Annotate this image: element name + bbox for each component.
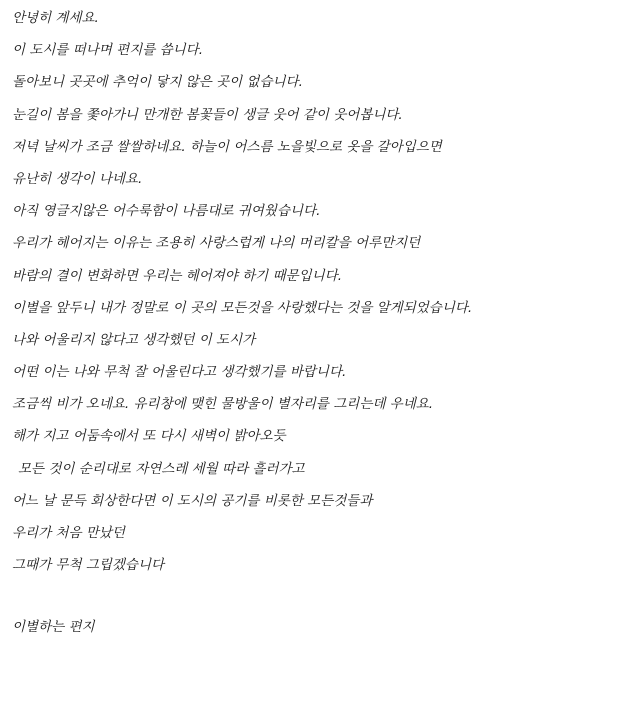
- letter-line: 저녁 날씨가 조금 쌀쌀하네요. 하늘이 어스름 노을빛으로 옷을 갈아입으면: [12, 138, 442, 155]
- letter-line: 어떤 이는 나와 무척 잘 어울린다고 생각했기를 바랍니다.: [12, 364, 347, 381]
- letter-line: 눈길이 봄을 쫓아가니 만개한 봄꽃들이 생글 웃어 같이 웃어봅니다.: [12, 106, 403, 123]
- letter-line: 이 도시를 떠나며 편지를 씁니다.: [12, 42, 203, 59]
- letter-line: 나와 어울리지 않다고 생각했던 이 도시가: [12, 331, 256, 348]
- letter-line: 해가 지고 어둠속에서 또 다시 새벽이 밝아오듯: [12, 428, 286, 445]
- letter-line: 바람의 결이 변화하면 우리는 헤어져야 하기 때문입니다.: [12, 267, 342, 284]
- letter-line: 돌아보니 곳곳에 추억이 닿지 않은 곳이 없습니다.: [12, 74, 303, 91]
- letter-line: 아직 영글지않은 어수룩함이 나름대로 귀여웠습니다.: [12, 203, 321, 220]
- letter-line: 모든 것이 순리대로 자연스레 세월 따라 흘러가고: [18, 460, 305, 477]
- letter-line: 우리가 처음 만났던: [12, 525, 125, 541]
- letter-body: [12, 2, 637, 643]
- letter-line: 유난히 생각이 나네요.: [12, 170, 143, 187]
- letter-line: 조금씩 비가 오네요. 유리창에 맺힌 물방울이 별자리를 그리는데 우네요.: [12, 396, 434, 413]
- blank-line: [12, 581, 637, 611]
- letter-line: 이별을 앞두니 내가 정말로 이 곳의 모든것을 사랑했다는 것을 알게되었습니다.: [12, 299, 473, 316]
- letter-line: 우리가 헤어지는 이유는 조용히 사랑스럽게 나의 머리칼을 어루만지던: [12, 235, 421, 252]
- letter-line: 그때가 무척 그립겠습니다: [12, 557, 165, 574]
- letter-line: 어느 날 문득 회상한다면 이 도시의 공기를 비롯한 모든것들과: [12, 492, 373, 509]
- letter-line: 안녕히 계세요.: [12, 10, 99, 26]
- letter-title: 이별하는 편지: [12, 619, 95, 636]
